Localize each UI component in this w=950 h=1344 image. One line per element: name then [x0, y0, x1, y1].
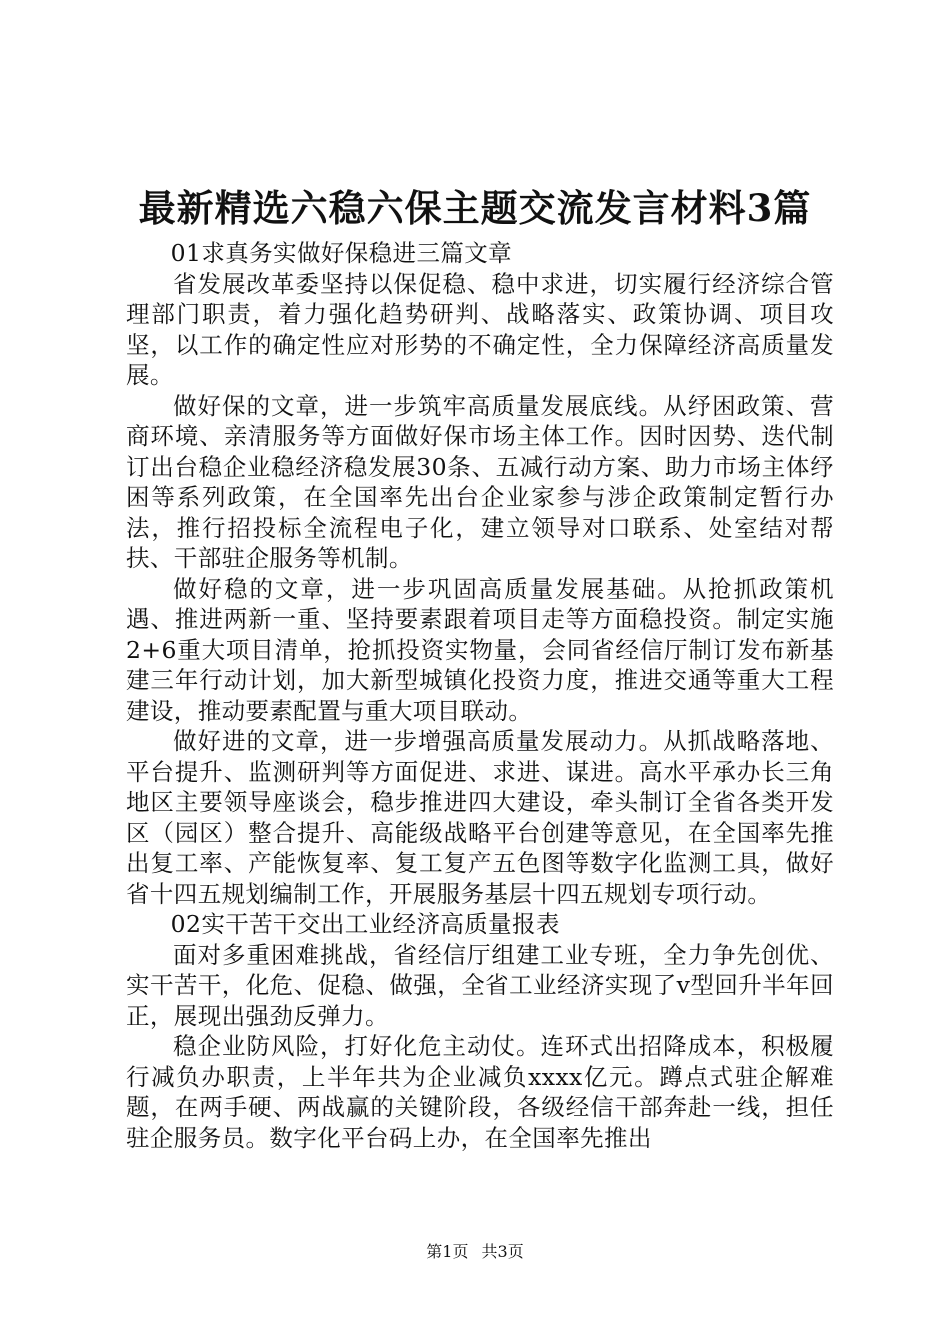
paragraph: 省发展改革委坚持以保促稳、稳中求进，切实履行经济综合管理部门职责，着力强化趋势研判、战略落实、政策协调、项目攻坚，以工作的确定性应对形势的不确定性，全力保障经济高质量发展。 — [126, 269, 834, 389]
page-title: 最新精选六稳六保主题交流发言材料3篇 — [138, 186, 812, 230]
document-body — [126, 238, 834, 1153]
paragraph: 面对多重困难挑战，省经信厅组建工业专班，全力争先创优、实干苦干，化危、促稳、做强，全省工业经济实现了v型回升半年回正，展现出强劲反弹力。 — [126, 940, 834, 1030]
page-footer — [0, 1240, 950, 1264]
paragraph: 做好进的文章，进一步增强高质量发展动力。从抓战略落地、平台提升、监测研判等方面促进、求进、谋进。高水平承办长三角地区主要领导座谈会，稳步推进四大建设，牵头制订全省各类开发区（园区）整合提升、高能级战略平台创建等意见，在全国率先推出复工率、产能恢复率、复工复产五色图等数字化监测工具，做好省十四五规划编制工作，开展服务基层十四五规划专项行动。 — [126, 727, 834, 908]
paragraph: 做好保的文章，进一步筑牢高质量发展底线。从纾困政策、营商环境、亲清服务等方面做好保市场主体工作。因时因势、迭代制订出台稳企业稳经济稳发展30条、五减行动方案、助力市场主体纾困等系列政策，在全国率先出台企业家参与涉企政策制定暂行办法，推行招投标全流程电子化，建立领导对口联系、处室结对帮扶、干部驻企服务等机制。 — [126, 391, 834, 572]
section-heading: 02实干苦干交出工业经济高质量报表 — [170, 910, 560, 938]
page-total: 共3页 — [481, 1242, 524, 1261]
page-number: 第1页 — [426, 1242, 469, 1261]
paragraph: 稳企业防风险，打好化危主动仗。连环式出招降成本，积极履行减负办职责，上半年共为企业减负xxxx亿元。蹲点式驻企解难题，在两手硬、两战赢的关键阶段，各级经信干部奔赴一线，担任驻企服务员。数字化平台码上办，在全国率先推出 — [126, 1032, 834, 1152]
section-heading: 01求真务实做好保稳进三篇文章 — [170, 239, 513, 267]
paragraph: 做好稳的文章，进一步巩固高质量发展基础。从抢抓政策机遇、推进两新一重、坚持要素跟着项目走等方面稳投资。制定实施2+6重大项目清单，抢抓投资实物量，会同省经信厅制订发布新基建三年行动计划，加大新型城镇化投资力度，推进交通等重大工程建设，推动要素配置与重大项目联动。 — [126, 574, 834, 725]
